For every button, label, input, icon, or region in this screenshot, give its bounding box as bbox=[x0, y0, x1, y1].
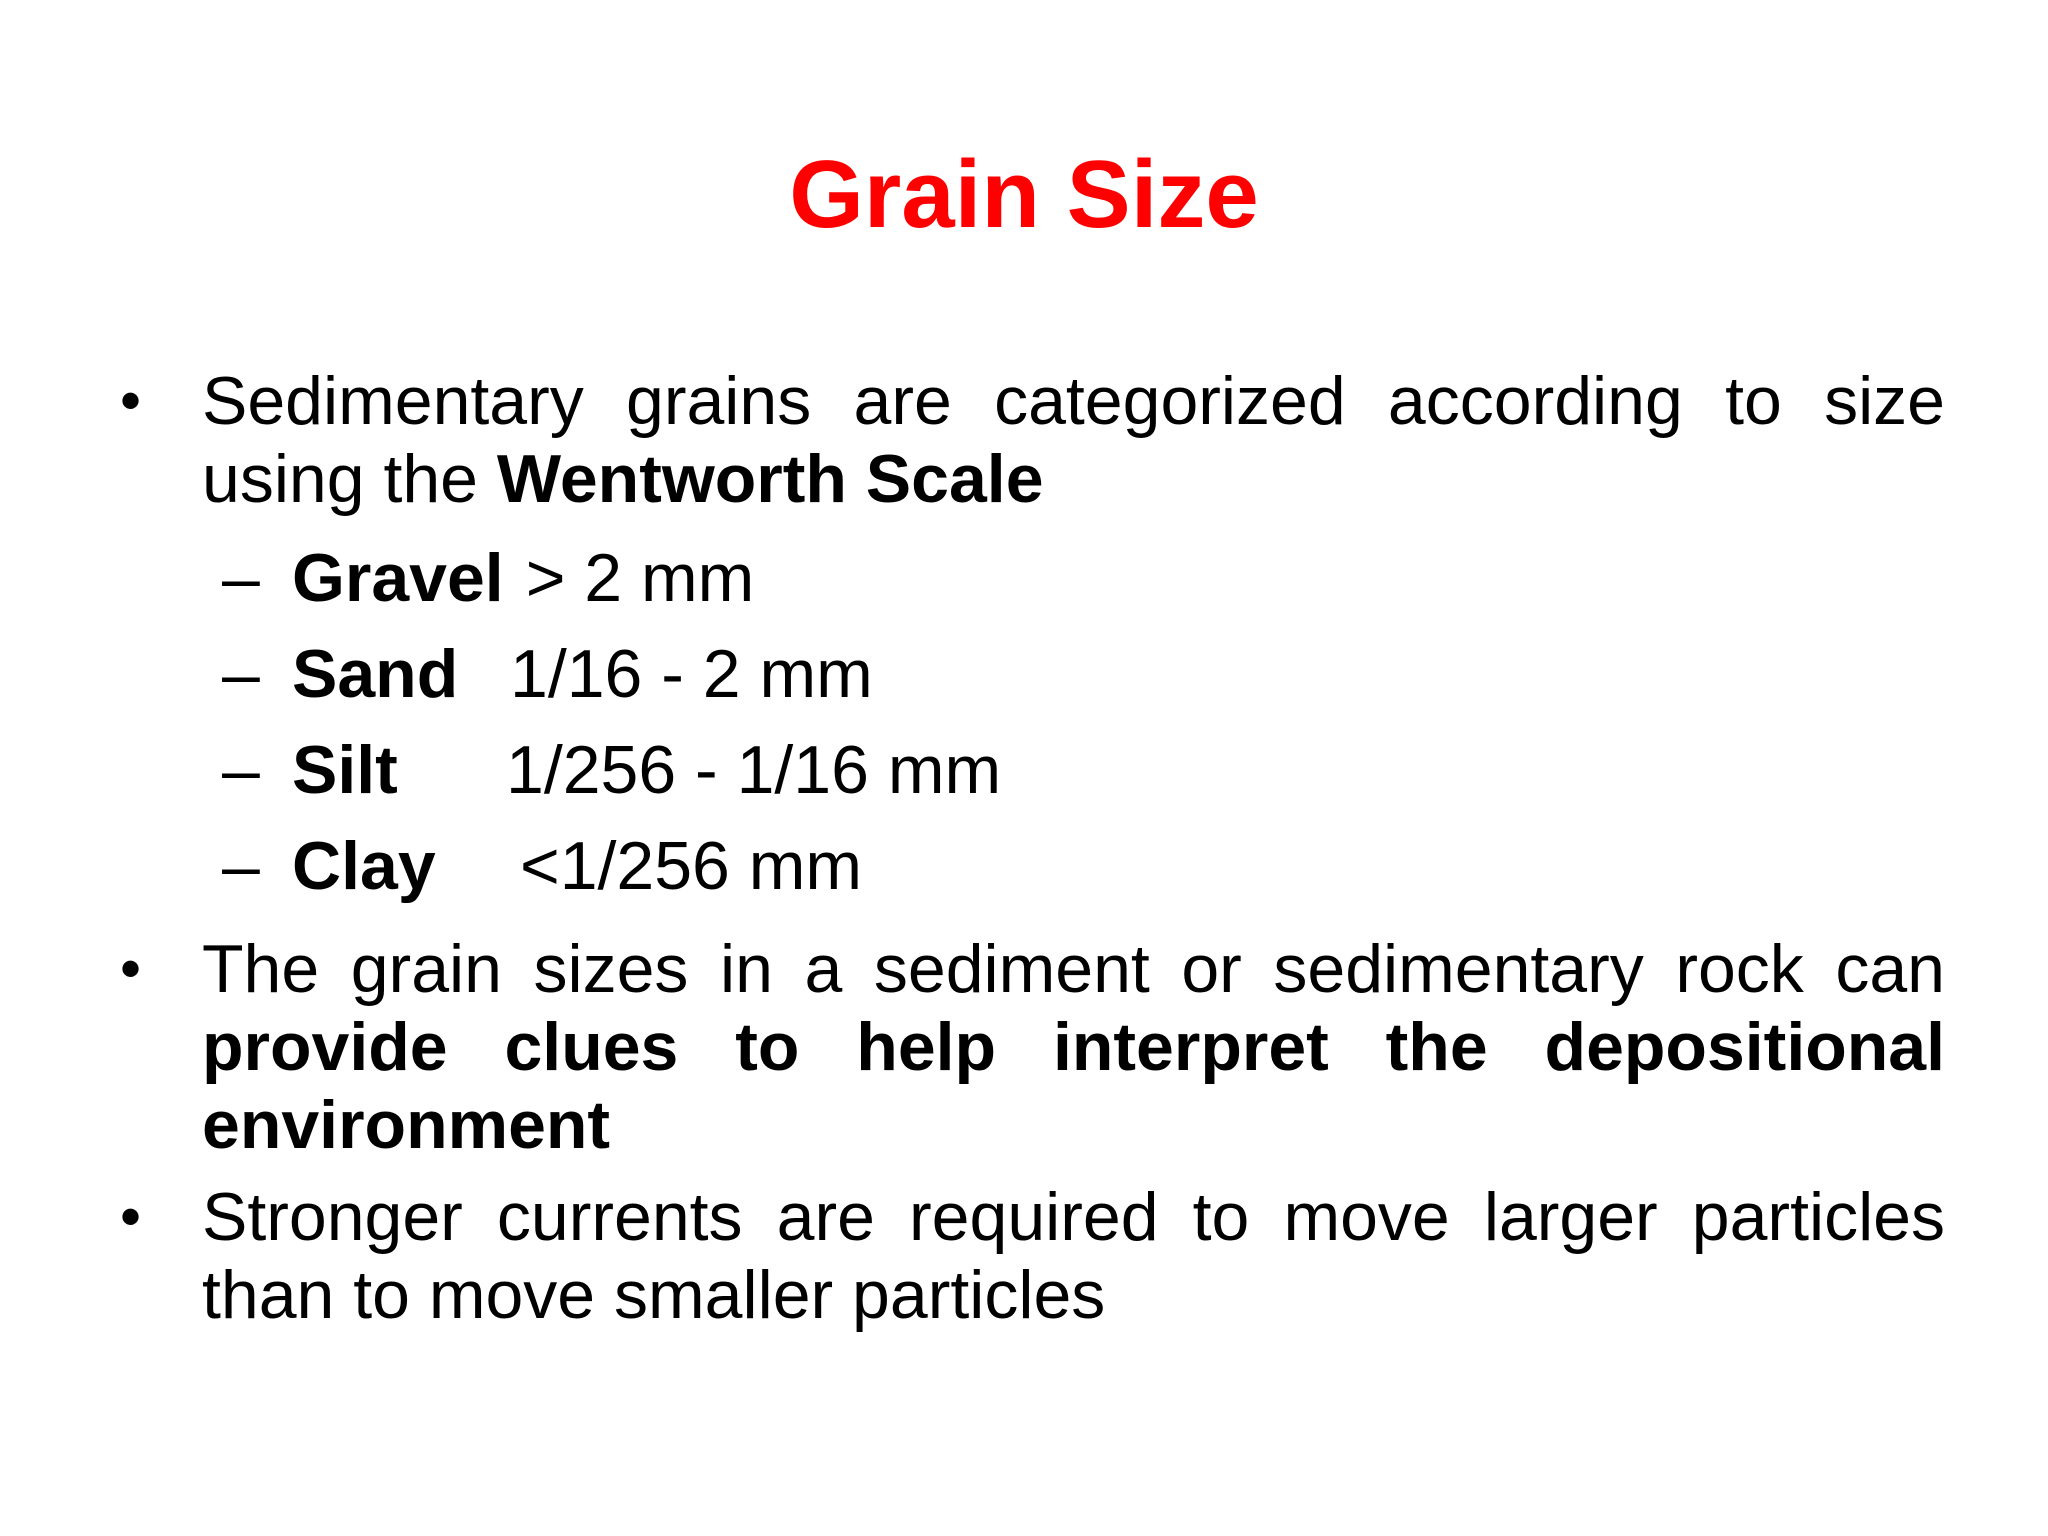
bullet-icon: • bbox=[120, 935, 142, 1002]
dash-icon: – bbox=[222, 636, 260, 712]
grain-size-range: 1/16 - 2 mm bbox=[510, 636, 873, 712]
grain-size-item-silt bbox=[120, 722, 1945, 818]
bullet-bold-text: Wentworth Scale bbox=[496, 441, 1044, 517]
bullet-icon: • bbox=[120, 1183, 142, 1250]
grain-size-term: Gravel bbox=[292, 540, 504, 616]
slide-title: Grain Size bbox=[789, 141, 1259, 248]
grain-size-range: <1/256 mm bbox=[520, 828, 863, 904]
grain-size-term: Silt bbox=[292, 732, 398, 808]
grain-size-term: Sand bbox=[292, 636, 459, 712]
dash-icon: – bbox=[222, 732, 260, 808]
grain-size-list bbox=[120, 530, 1945, 914]
bullet-text: The grain sizes in a sediment or sedimentary rock can bbox=[202, 931, 1945, 1007]
grain-size-range: > 2 mm bbox=[525, 540, 755, 616]
dash-icon: – bbox=[222, 540, 260, 616]
slide-body bbox=[120, 362, 1945, 1334]
bullet-text: Sedimentary grains are categorized according to size using the bbox=[202, 363, 1945, 517]
dash-icon: – bbox=[222, 828, 260, 904]
bullet-text: Stronger currents are required to move larger particles than to move smaller particles bbox=[202, 1179, 1945, 1333]
grain-size-item-sand bbox=[120, 626, 1945, 722]
bullet-item-currents bbox=[120, 1178, 1945, 1334]
bullet-bold-text: provide clues to help interpret the depositional environment bbox=[202, 1009, 1945, 1163]
grain-size-item-clay bbox=[120, 818, 1945, 914]
bullet-item-depositional bbox=[120, 930, 1945, 1164]
bullet-icon: • bbox=[120, 367, 142, 434]
grain-size-range: 1/256 - 1/16 mm bbox=[506, 732, 1002, 808]
bullet-item-wentworth bbox=[120, 362, 1945, 518]
grain-size-term: Clay bbox=[292, 828, 436, 904]
grain-size-item-gravel bbox=[120, 530, 1945, 626]
